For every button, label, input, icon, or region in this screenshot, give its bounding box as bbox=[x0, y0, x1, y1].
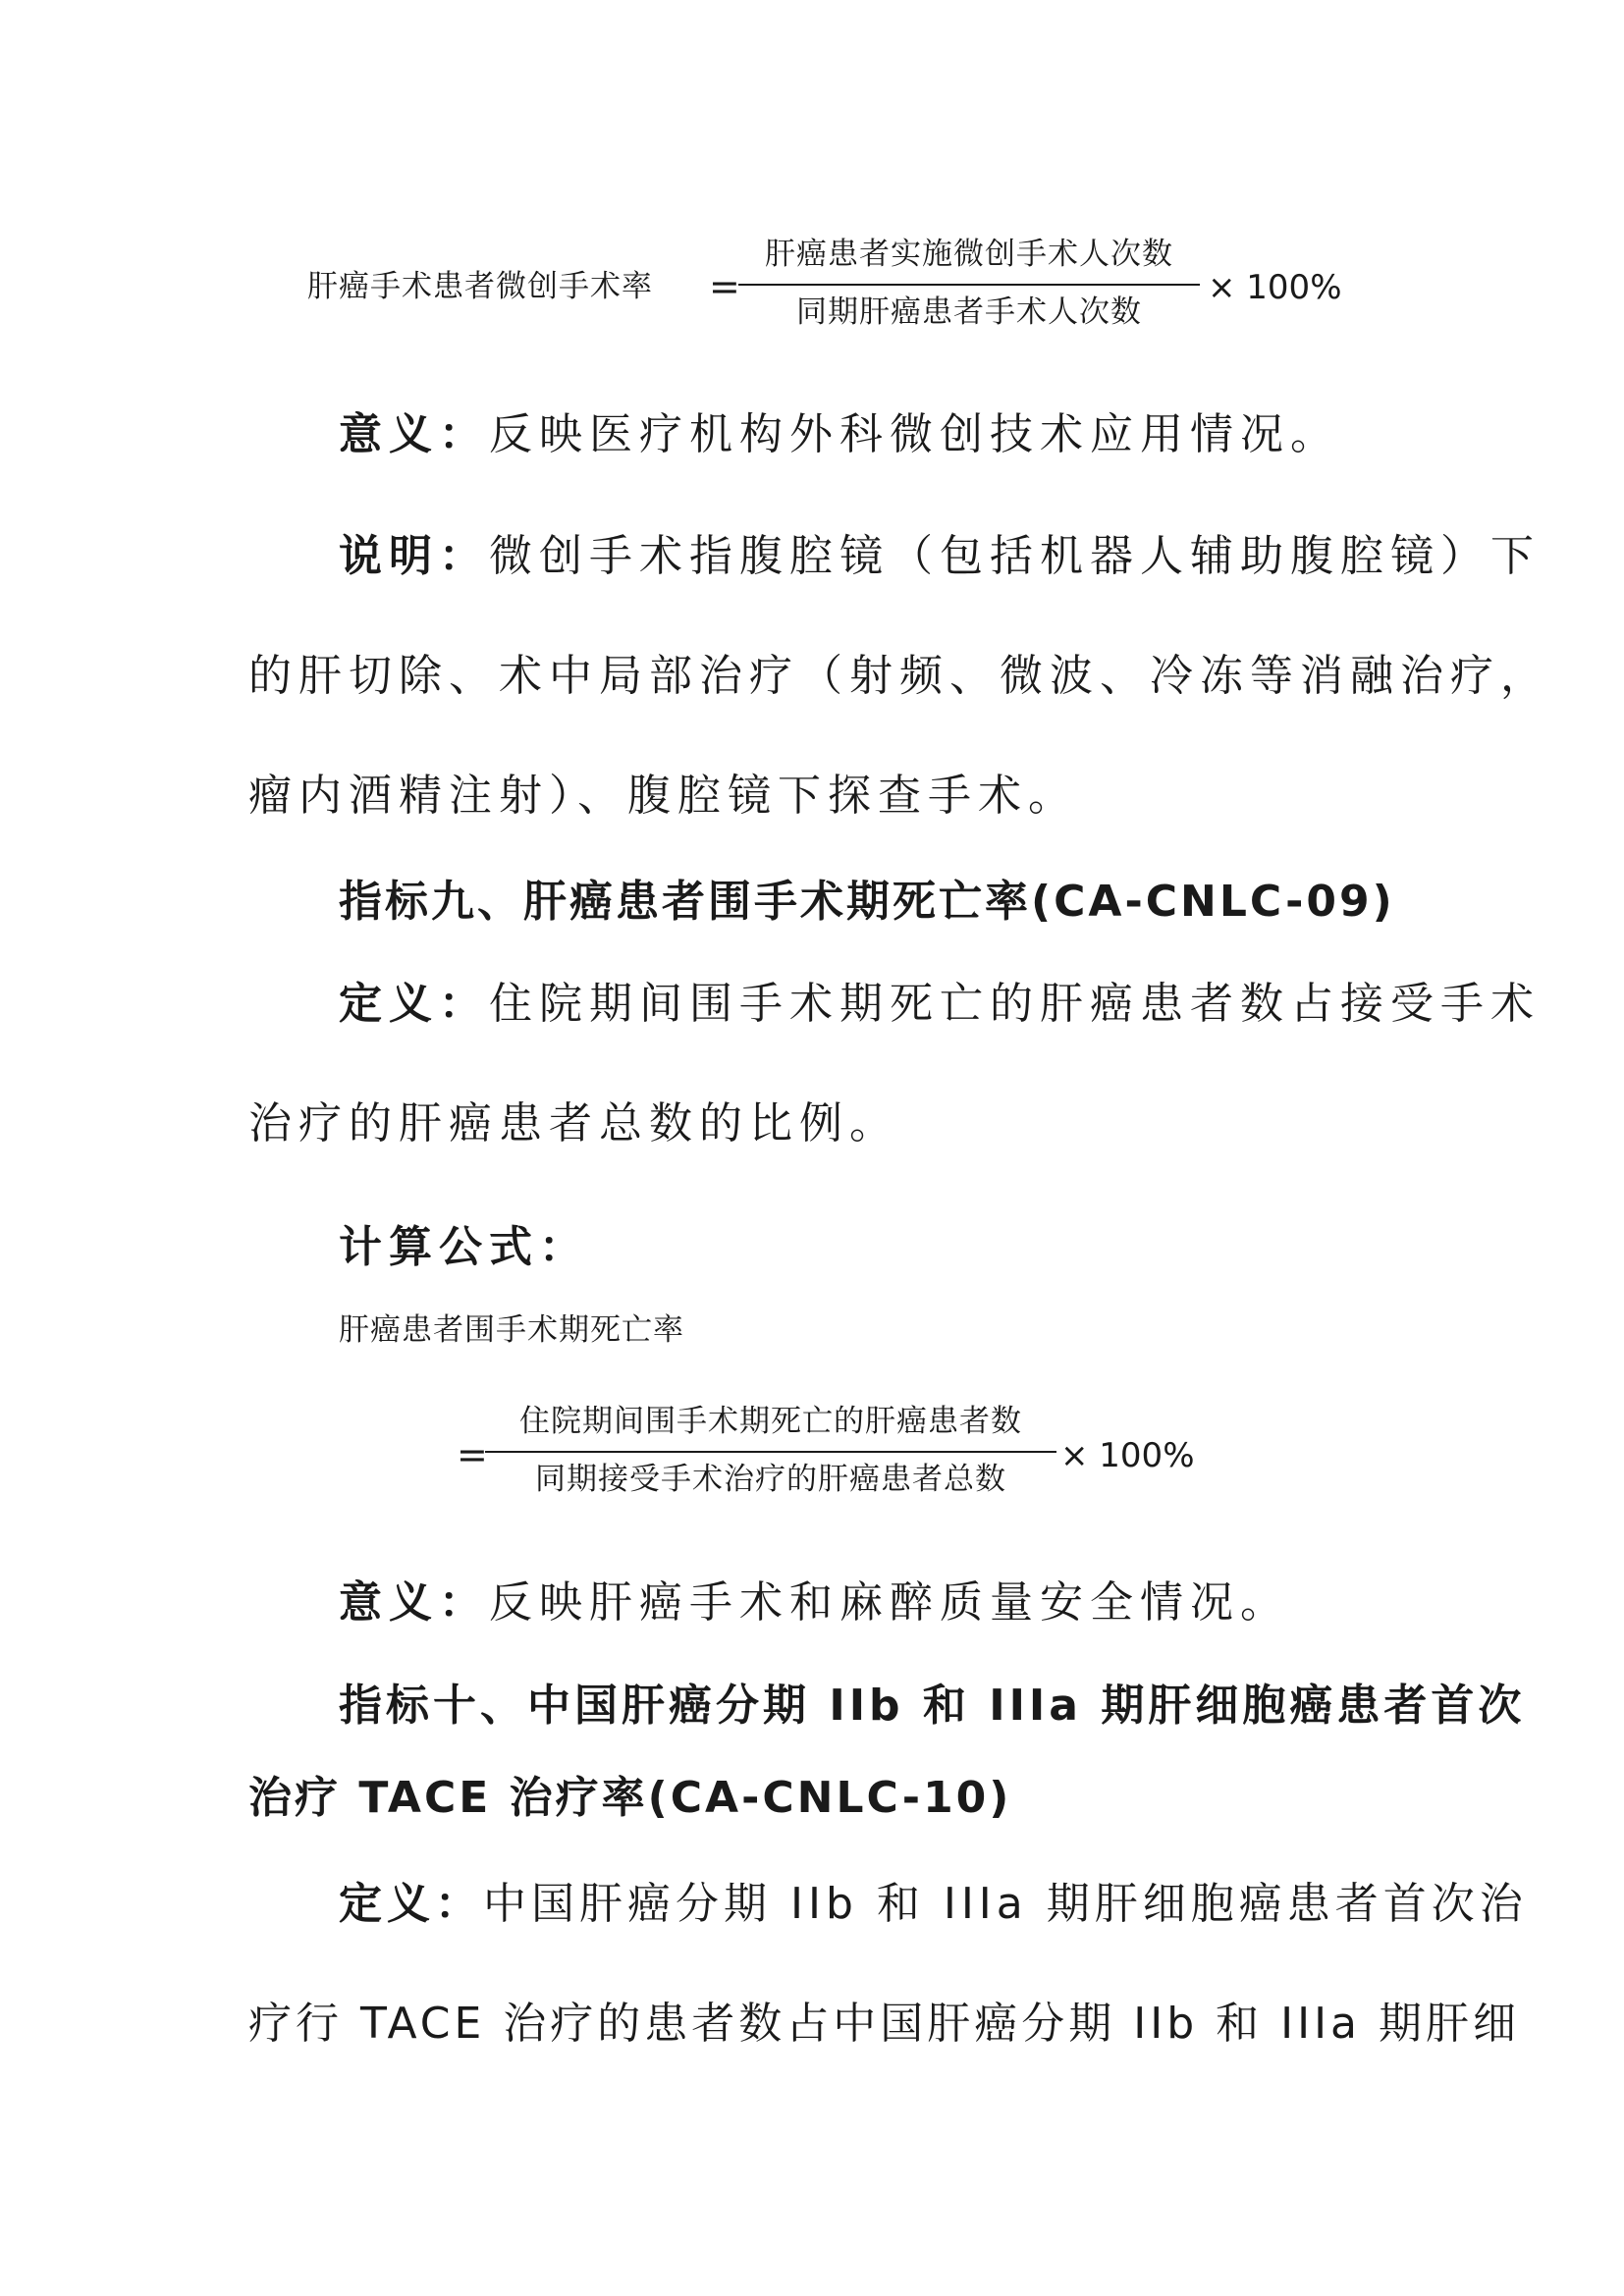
meaning2-label: 意义： bbox=[339, 1577, 489, 1628]
definition9-text-line1: 住院期间围手术期死亡的肝癌患者数占接受手术 bbox=[489, 979, 1541, 1029]
definition10-label: 定义： bbox=[339, 1879, 483, 1929]
meaning2-text: 反映肝癌手术和麻醉质量安全情况。 bbox=[489, 1577, 1290, 1628]
formula2-multiplier: × 100% bbox=[1060, 1436, 1195, 1475]
definition10-text-line1: 中国肝癌分期 IIb 和 IIIa 期肝细胞癌患者首次治 bbox=[483, 1879, 1528, 1929]
formula1-numerator: 肝癌患者实施微创手术人次数 bbox=[765, 237, 1173, 272]
note-line1 bbox=[339, 531, 1541, 581]
definition9-line1 bbox=[339, 979, 1541, 1029]
formula1-label: 肝癌手术患者微创手术率 bbox=[307, 269, 653, 304]
indicator10-title-line2: 治疗 TACE 治疗率(CA-CNLC-10) bbox=[248, 1773, 1012, 1823]
formula1-fraction bbox=[738, 237, 1200, 330]
indicator10-title-line1: 指标十、中国肝癌分期 IIb 和 IIIa 期肝细胞癌患者首次 bbox=[339, 1681, 1526, 1731]
formula1-equals: = bbox=[709, 265, 740, 308]
formula2-fraction bbox=[485, 1404, 1056, 1497]
calc-label: 计算公式： bbox=[339, 1222, 589, 1272]
note-label: 说明： bbox=[339, 531, 489, 581]
definition9-label: 定义： bbox=[339, 979, 489, 1029]
definition9-line2: 治疗的肝癌患者总数的比例。 bbox=[248, 1098, 899, 1148]
note-line2: 的肝切除、术中局部治疗（射频、微波、冷冻等消融治疗， bbox=[248, 651, 1550, 701]
meaning1-text: 反映医疗机构外科微创技术应用情况。 bbox=[489, 409, 1340, 459]
meaning2-paragraph bbox=[339, 1577, 1290, 1628]
formula2-fraction-bar bbox=[485, 1451, 1056, 1453]
formula1-fraction-bar bbox=[738, 284, 1200, 286]
formula2-equals: = bbox=[457, 1433, 488, 1476]
formula2-label: 肝癌患者围手术期死亡率 bbox=[339, 1312, 684, 1348]
formula1-denominator: 同期肝癌患者手术人次数 bbox=[796, 294, 1142, 330]
formula2-denominator: 同期接受手术治疗的肝癌患者总数 bbox=[535, 1462, 1006, 1497]
definition10-line1 bbox=[339, 1879, 1528, 1929]
formula2-numerator: 住院期间围手术期死亡的肝癌患者数 bbox=[519, 1404, 1022, 1439]
definition10-line2: 疗行 TACE 治疗的患者数占中国肝癌分期 IIb 和 IIIa 期肝细 bbox=[248, 1999, 1521, 2049]
note-line3: 瘤内酒精注射）、腹腔镜下探查手术。 bbox=[248, 771, 1078, 821]
meaning1-label: 意义： bbox=[339, 409, 489, 459]
note-text-line1: 微创手术指腹腔镜（包括机器人辅助腹腔镜）下 bbox=[489, 531, 1541, 581]
formula1-multiplier: × 100% bbox=[1208, 268, 1342, 307]
indicator9-title: 指标九、肝癌患者围手术期死亡率(CA-CNLC-09) bbox=[339, 877, 1395, 927]
meaning1-paragraph bbox=[339, 409, 1340, 459]
